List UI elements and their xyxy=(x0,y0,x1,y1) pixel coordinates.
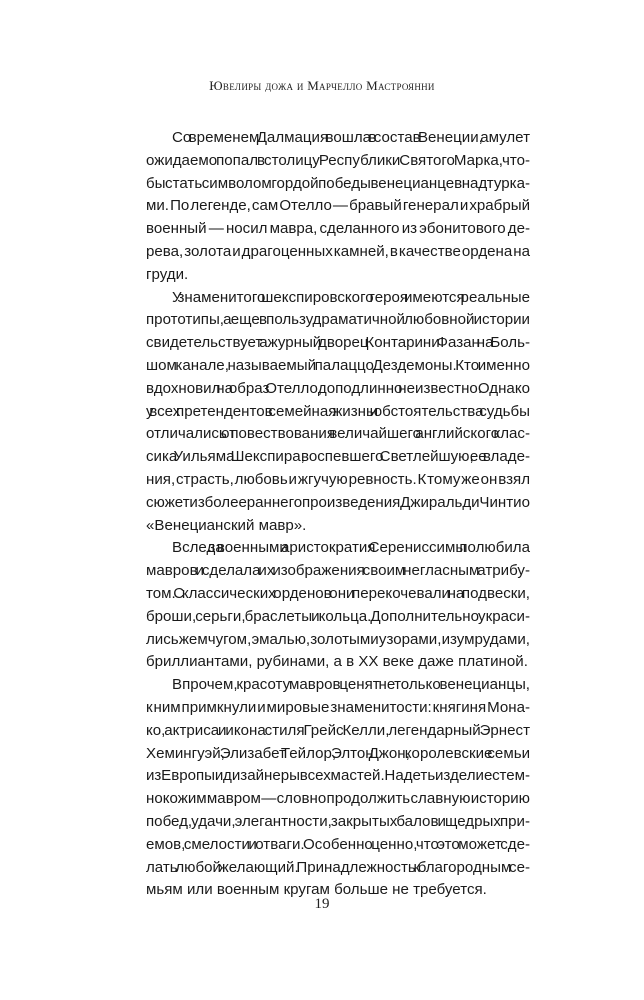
text-line: свидетельствует ажурный дворец Контарини Фазан на Боль- xyxy=(146,334,530,352)
text-line: к ним примкнули и мировые знаменитости: княгиня Мона- xyxy=(146,698,530,716)
text-line: ожидаемо попал в столицу Республики Святого Марка, что- xyxy=(146,151,530,169)
text-line: Вслед за военными аристократия Серениссимы полюбила xyxy=(172,539,530,557)
text-line: лись жемчугом, эмалью, золотыми узорами, изумрудами, xyxy=(146,630,530,648)
text-line: том. С классических орденов они перекочевали на подвески, xyxy=(146,584,530,602)
paragraph xyxy=(120,674,530,902)
text-line: у всех претендентов семейная жизнь и обстоятельства судьбы xyxy=(146,402,530,420)
text-line: мьям или военным кругам больше не требуется. xyxy=(146,881,487,899)
text-line: груди. xyxy=(146,265,189,283)
text-line: бриллиантами, рубинами, а в XX веке даже платиной. xyxy=(146,653,528,671)
paragraph xyxy=(120,127,530,287)
text-line: шом канале, называемый палаццо Дездемоны. Кто именно xyxy=(146,356,530,374)
text-line: отличались от повествования величайшего английского клас- xyxy=(146,425,530,443)
text-line: военный — носил мавра, сделанного из эбонитового де- xyxy=(146,220,530,238)
body-text xyxy=(120,127,530,902)
text-line: Со временем Далмация вошла в состав Венеции, амулет xyxy=(172,129,530,146)
text-line: нокожим мавром — словно продолжить славную историю xyxy=(146,790,530,808)
text-line: броши, серьги, браслеты и кольца. Дополнительно украси- xyxy=(146,607,530,625)
page-number: 19 xyxy=(314,896,330,912)
text-line: ми. По легенде, сам Отелло — бравый генерал и храбрый xyxy=(146,197,530,215)
text-line: Хемингуэй, Элизабет Тейлор, Элтон Джон, королевские семьи xyxy=(146,744,530,762)
text-line: мавров и сделала их изображения своим негласным атрибу- xyxy=(146,562,530,580)
paragraph xyxy=(120,537,530,674)
text-line: «Венецианский мавр». xyxy=(146,516,307,534)
text-line: побед, удачи, элегантности, закрытых балов и щедрых при- xyxy=(146,812,530,830)
text-line: емов, смелости и отваги. Особенно ценно, что это может сде- xyxy=(146,835,530,853)
text-line: вдохновил на образ Отелло, доподлинно неизвестно. Однако xyxy=(146,379,530,397)
text-line: сюжет из более раннего произведения Джиральди Чинтио xyxy=(146,493,530,511)
text-line: ко, актриса и икона стиля Грейс Келли, легендарный Эрнест xyxy=(146,721,530,739)
text-line: ния, страсть, любовь и жгучую ревность. К тому же он взял xyxy=(146,470,530,488)
text-line: прототипы, а еще в пользу драматичной любовной истории xyxy=(146,311,530,329)
text-line: из Европы и дизайнеры всех мастей. Надеть изделие с тем- xyxy=(146,767,530,785)
text-line: Впрочем, красоту мавров ценят не только венецианцы, xyxy=(172,676,531,694)
paragraph xyxy=(120,287,530,538)
text-line: сика Уильяма Шекспира, воспевшего Светлейшую, ее владе- xyxy=(146,448,530,466)
text-line: бы стать символом гордой победы венецианцев над турка- xyxy=(146,174,530,192)
text-line: У знаменитого шекспировского героя имеются реальные xyxy=(172,288,530,306)
text-line: рева, золота и драгоценных камней, в качестве ордена на xyxy=(146,242,530,260)
text-line: лать любой желающий. Принадлежность к благородным се- xyxy=(146,858,530,876)
running-head: Ювелиры дожа и Марчелло Мастроянни xyxy=(209,78,435,93)
